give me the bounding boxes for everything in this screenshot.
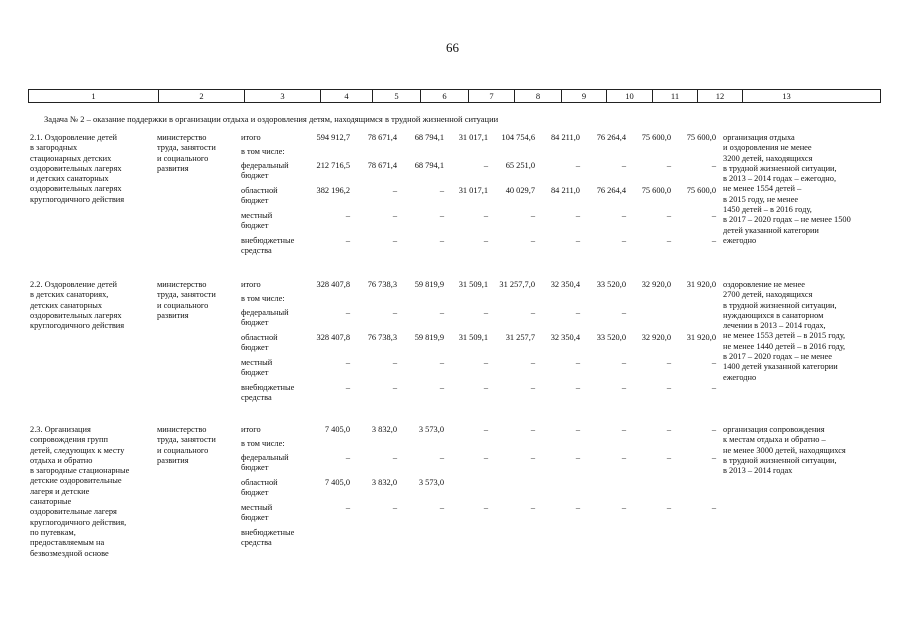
value-cell: –	[483, 503, 488, 512]
value-cell: –	[621, 383, 626, 392]
value-cell: –	[439, 503, 444, 512]
value-cell: –	[345, 308, 350, 317]
column-header: 11	[652, 90, 697, 102]
value-cell: 40 029,7	[505, 186, 535, 195]
value-cell: 3 832,0	[371, 425, 397, 434]
value-cell: –	[575, 425, 580, 434]
value-cell: 75 600,0	[686, 133, 716, 142]
row-label: итого	[241, 133, 261, 142]
column-header: 4	[320, 90, 372, 102]
value-cell: –	[575, 358, 580, 367]
value-cell: 75 600,0	[641, 133, 671, 142]
column-header: 10	[606, 90, 652, 102]
value-cell: –	[621, 236, 626, 245]
value-cell: 84 211,0	[550, 133, 580, 142]
row-label: в том числе:	[241, 439, 285, 448]
value-cell: –	[575, 236, 580, 245]
value-cell: 31 509,1	[458, 280, 488, 289]
value-cell: –	[483, 236, 488, 245]
value-cell: –	[621, 161, 626, 170]
row-label: областной бюджет	[241, 186, 278, 206]
column-header: 12	[697, 90, 742, 102]
value-cell: –	[530, 211, 535, 220]
section-name: 2.2. Оздоровление детей в детских санаториях, детских санаторных оздоровительных лагерях круглогодичного действия	[30, 280, 125, 331]
value-cell: –	[439, 308, 444, 317]
row-label: местный бюджет	[241, 358, 273, 378]
column-header: 13	[742, 90, 830, 102]
value-cell: 31 257,7	[505, 333, 535, 342]
value-cell: –	[345, 236, 350, 245]
value-cell: –	[392, 211, 397, 220]
value-cell: –	[711, 453, 716, 462]
value-cell: –	[621, 358, 626, 367]
column-header: 9	[561, 90, 606, 102]
value-cell: 84 211,0	[550, 186, 580, 195]
value-cell: –	[711, 383, 716, 392]
value-cell: –	[439, 383, 444, 392]
value-cell: 31 920,0	[686, 333, 716, 342]
section-executor: министерство труда, занятости и социального развития	[157, 133, 216, 173]
value-cell: –	[666, 503, 671, 512]
value-cell: 104 754,6	[501, 133, 535, 142]
value-cell: –	[711, 425, 716, 434]
value-cell: –	[345, 453, 350, 462]
value-cell: 3 573,0	[418, 425, 444, 434]
value-cell: –	[530, 453, 535, 462]
column-header-row	[28, 89, 881, 103]
value-cell: 68 794,1	[414, 161, 444, 170]
value-cell: 31 017,1	[458, 186, 488, 195]
value-cell: –	[530, 503, 535, 512]
value-cell: 328 407,8	[316, 333, 350, 342]
value-cell: –	[439, 186, 444, 195]
value-cell: –	[345, 383, 350, 392]
value-cell: –	[392, 383, 397, 392]
section-executor: министерство труда, занятости и социального развития	[157, 280, 216, 320]
value-cell: –	[530, 308, 535, 317]
column-header: 1	[91, 91, 96, 101]
value-cell: –	[666, 453, 671, 462]
row-label: в том числе:	[241, 147, 285, 156]
value-cell: 7 405,0	[324, 478, 350, 487]
value-cell: –	[530, 236, 535, 245]
value-cell: 3 573,0	[418, 478, 444, 487]
column-header: 8	[514, 90, 561, 102]
row-label: итого	[241, 280, 261, 289]
value-cell: 75 600,0	[686, 186, 716, 195]
value-cell: –	[621, 425, 626, 434]
value-cell: –	[575, 383, 580, 392]
value-cell: –	[345, 503, 350, 512]
value-cell: –	[666, 161, 671, 170]
row-label: в том числе:	[241, 294, 285, 303]
column-header: 6	[420, 90, 468, 102]
section-name: 2.3. Организация сопровождения групп детей, следующих к месту отдыха и обратно в загородные стационарные детские оздоровительные лагеря и детские санаторные оздоровительные лагеря круглогодичного действия, по путевкам, предоставляемым на безвозмездной основе	[30, 425, 130, 558]
value-cell: 3 832,0	[371, 478, 397, 487]
value-cell: 33 520,0	[596, 280, 626, 289]
value-cell: 76 264,4	[596, 186, 626, 195]
value-cell: –	[439, 453, 444, 462]
value-cell: 32 920,0	[641, 280, 671, 289]
column-header: 7	[468, 90, 514, 102]
row-label: федеральный бюджет	[241, 453, 289, 473]
value-cell: –	[530, 383, 535, 392]
value-cell: 32 920,0	[641, 333, 671, 342]
value-cell: –	[621, 503, 626, 512]
value-cell: –	[345, 211, 350, 220]
value-cell: –	[392, 236, 397, 245]
value-cell: –	[575, 161, 580, 170]
value-cell: 33 520,0	[596, 333, 626, 342]
value-cell: 31 257,7,0	[499, 280, 535, 289]
value-cell: 7 405,0	[324, 425, 350, 434]
value-cell: –	[483, 425, 488, 434]
value-cell: –	[439, 236, 444, 245]
value-cell: –	[666, 383, 671, 392]
value-cell: 32 350,4	[550, 280, 580, 289]
value-cell: –	[530, 425, 535, 434]
value-cell: –	[711, 211, 716, 220]
value-cell: –	[530, 358, 535, 367]
value-cell: –	[392, 308, 397, 317]
row-label: областной бюджет	[241, 333, 278, 353]
value-cell: –	[621, 308, 626, 317]
value-cell: 594 912,7	[316, 133, 350, 142]
value-cell: 76 738,3	[367, 280, 397, 289]
row-label: внебюджетные средства	[241, 236, 295, 256]
value-cell: 78 671,4	[367, 161, 397, 170]
value-cell: –	[345, 358, 350, 367]
value-cell: –	[666, 358, 671, 367]
value-cell: –	[711, 503, 716, 512]
value-cell: 31 017,1	[458, 133, 488, 142]
value-cell: –	[621, 453, 626, 462]
value-cell: 76 264,4	[596, 133, 626, 142]
column-header: 2	[158, 90, 244, 102]
page-number: 66	[446, 40, 459, 55]
value-cell: –	[575, 503, 580, 512]
value-cell: 76 738,3	[367, 333, 397, 342]
value-cell: 32 350,4	[550, 333, 580, 342]
section-result: оздоровление не менее 2700 детей, находящихся в трудной жизненной ситуации, нуждающихся в санаторном лечении в 2013 – 2014 годах, не менее 1553 детей – в 2015 году, не менее 1440 детей – в 2016 году, в 2017 – 2020 годах – не менее 1400 детей указанной категории ежегодно	[723, 280, 846, 382]
value-cell: 59 819,9	[414, 333, 444, 342]
row-label: итого	[241, 425, 261, 434]
value-cell: –	[392, 453, 397, 462]
value-cell: –	[666, 425, 671, 434]
value-cell: –	[711, 161, 716, 170]
row-label: внебюджетные средства	[241, 383, 295, 403]
value-cell: –	[666, 211, 671, 220]
row-label: федеральный бюджет	[241, 161, 289, 181]
value-cell: –	[575, 308, 580, 317]
value-cell: –	[575, 453, 580, 462]
value-cell: –	[711, 358, 716, 367]
column-header: 5	[372, 90, 420, 102]
value-cell: –	[439, 358, 444, 367]
value-cell: 328 407,8	[316, 280, 350, 289]
row-label: местный бюджет	[241, 211, 273, 231]
section-result: организация отдыха и оздоровления не менее 3200 детей, находящихся в трудной жизненной ситуации, в 2013 – 2014 годах – ежегодно, не менее 1554 детей – в 2015 году, не менее 1450 детей – в 2016 году, в 2017 – 2020 годах – не менее 1500 детей указанной категории ежегодно	[723, 133, 851, 245]
value-cell: 212 716,5	[316, 161, 350, 170]
value-cell: –	[483, 161, 488, 170]
section-name: 2.1. Оздоровление детей в загородных стационарных детских оздоровительных лагерях и детских санаторных оздоровительных лагерях круглогодичного действия	[30, 133, 125, 204]
value-cell: –	[483, 211, 488, 220]
column-header: 3	[244, 90, 320, 102]
row-label: областной бюджет	[241, 478, 278, 498]
value-cell: 75 600,0	[641, 186, 671, 195]
value-cell: –	[392, 358, 397, 367]
row-label: федеральный бюджет	[241, 308, 289, 328]
value-cell: –	[392, 186, 397, 195]
value-cell: –	[439, 211, 444, 220]
task-title: Задача № 2 – оказание поддержки в организации отдыха и оздоровления детям, находящимся в трудной жизненной ситуации	[44, 114, 499, 124]
value-cell: 382 196,2	[316, 186, 350, 195]
value-cell: –	[711, 236, 716, 245]
value-cell: –	[483, 358, 488, 367]
value-cell: 59 819,9	[414, 280, 444, 289]
value-cell: –	[483, 383, 488, 392]
value-cell: –	[621, 211, 626, 220]
value-cell: –	[483, 453, 488, 462]
value-cell: 31 920,0	[686, 280, 716, 289]
value-cell: –	[483, 308, 488, 317]
row-label: внебюджетные средства	[241, 528, 295, 548]
value-cell: 65 251,0	[505, 161, 535, 170]
row-label: местный бюджет	[241, 503, 273, 523]
value-cell: 31 509,1	[458, 333, 488, 342]
value-cell: –	[575, 211, 580, 220]
value-cell: 68 794,1	[414, 133, 444, 142]
section-result: организация сопровождения к местам отдыха и обратно – не менее 3000 детей, находящихся в трудной жизненной ситуации, в 2013 – 2014 годах	[723, 425, 846, 476]
value-cell: –	[666, 236, 671, 245]
section-executor: министерство труда, занятости и социального развития	[157, 425, 216, 465]
value-cell: 78 671,4	[367, 133, 397, 142]
value-cell: –	[392, 503, 397, 512]
